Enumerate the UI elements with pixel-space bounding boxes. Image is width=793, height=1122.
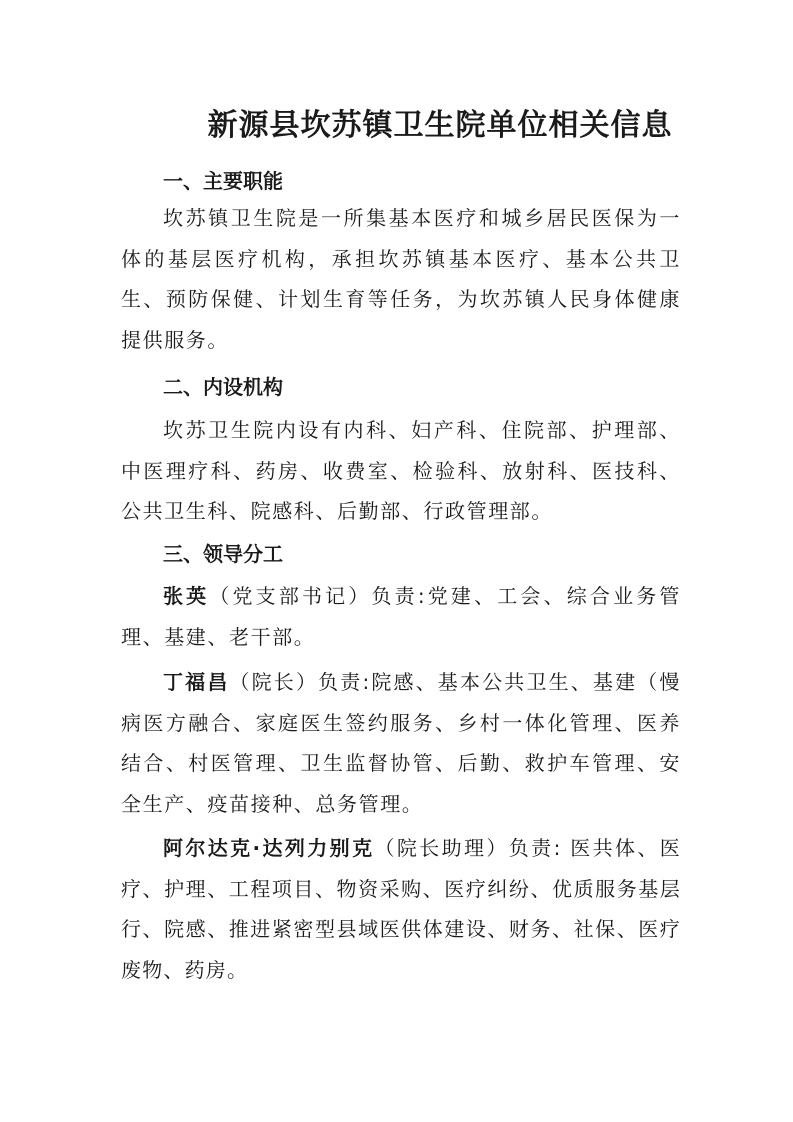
leader-name: 阿尔达克·达列力别克 [163, 836, 375, 860]
leader-duties: 负责:党建、工会、综合业务管理、基建、老干部。 [121, 584, 682, 649]
leader-entry [121, 662, 681, 824]
leader-entry [121, 828, 681, 990]
leader-duties: 负责: 医共体、医疗、护理、工程项目、物资采购、医疗纠纷、优质服务基层行、院感、推进紧密型县域医供体建设、财务、社保、医疗废物、药房。 [121, 836, 681, 982]
leader-duties: 负责:院感、基本公共卫生、基建（慢病医方融合、家庭医生签约服务、乡村一体化管理、医养结合、村医管理、卫生监督协管、后勤、救护车管理、安全生产、疫苗接种、总务管理。 [121, 670, 681, 816]
section-heading-internal-departments: 二、内设机构 [163, 375, 283, 399]
leader-name: 张英 [163, 584, 210, 608]
section-heading-leadership-division: 三、领导分工 [163, 542, 283, 566]
leader-role: （院长） [229, 670, 319, 694]
main-functions-paragraph: 坎苏镇卫生院是一所集基本医疗和城乡居民医保为一体的基层医疗机构，承担坎苏镇基本医疗、基本公共卫生、预防保健、计划生育等任务，为坎苏镇人民身体健康提供服务。 [121, 206, 681, 352]
internal-departments-paragraph: 坎苏卫生院内设有内科、妇产科、住院部、护理部、中医理疗科、药房、收费室、检验科、放射科、医技科、公共卫生科、院感科、后勤部、行政管理部。 [121, 418, 681, 523]
leader-role: （党支部书记） [209, 584, 372, 608]
section-heading-main-functions: 一、主要职能 [163, 169, 283, 193]
leader-name: 丁福昌 [163, 670, 230, 694]
leader-entry [121, 576, 681, 657]
document-title: 新源县坎苏镇卫生院单位相关信息 [207, 108, 673, 143]
leader-role: （院长助理） [374, 836, 509, 860]
